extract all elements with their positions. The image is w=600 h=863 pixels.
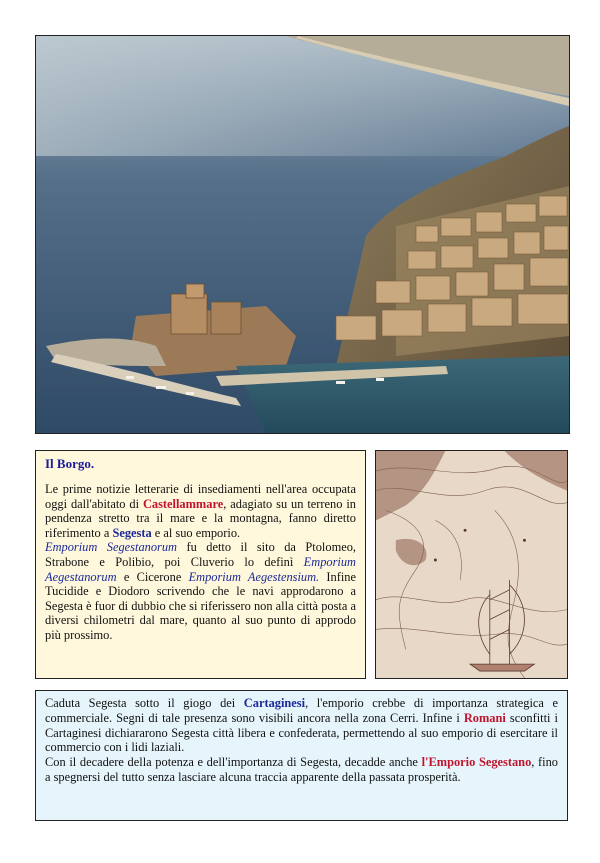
emporium-aegestensium: Emporium Aegestensium. bbox=[188, 569, 320, 584]
history-text-segment: sconfitti i Cartaginesi dichiararono Segesta città libera e confederata, permettendo al suo emporio di esercitare il commercio con i lidi laziali. bbox=[45, 710, 558, 755]
antique-map-engraving bbox=[375, 450, 568, 679]
history-text-box bbox=[35, 690, 568, 821]
borgo-text-segment: Le prime notizie letterarie di insediamenti nell'area occupata oggi dall'abitato di bbox=[45, 482, 356, 511]
history-text-segment: Con il decadere della potenza e dell'importanza di Segesta, decadde anche bbox=[45, 755, 422, 770]
borgo-text-segment: Infine Tucidide e Diodoro scrivendo che le navi approdarono a Segesta è fuor di dubbio che si riferissero non alla città posta a diversi chilometri dal mare, quanto al suo punto di approdo più prossimo. bbox=[45, 569, 356, 642]
castellammare-highlight: Castellammare bbox=[142, 496, 224, 511]
romani-highlight: Romani bbox=[463, 710, 506, 725]
segesta-highlight: Segesta bbox=[112, 525, 152, 540]
emporium-segestanorum: Emporium Segestanorum bbox=[45, 540, 177, 555]
borgo-title: Il Borgo. bbox=[45, 456, 95, 471]
history-text-segment: , fino a spegnersi del tutto senza lasciare alcuna traccia apparente della passata prosperità. bbox=[45, 755, 559, 784]
history-paragraph bbox=[45, 696, 558, 785]
borgo-text-segment: , adagiato su un terreno in pendenza stretto tra il mare e la montagna, fanno diretto riferimento a bbox=[45, 496, 356, 540]
borgo-text-segment: e al suo emporio. bbox=[151, 525, 241, 540]
cartaginesi-highlight: Cartaginesi bbox=[243, 696, 306, 710]
emporium-aegestanorum: Emporium Aegestanorum bbox=[45, 554, 356, 584]
borgo-paragraph bbox=[45, 482, 356, 643]
aerial-harbor-photo bbox=[35, 35, 570, 434]
borgo-text-segment: e Cicerone bbox=[116, 569, 189, 584]
history-text-segment: , l'emporio crebbe di importanza strategica e commerciale. Segni di tale presenza sono visibili ancora nella zona Cerri. Infine i bbox=[45, 696, 558, 725]
history-text-segment: Caduta Segesta sotto il giogo dei bbox=[45, 696, 244, 710]
borgo-text-box bbox=[35, 450, 366, 679]
emporio-segestano-highlight: l'Emporio Segestano bbox=[421, 755, 532, 770]
borgo-text-segment: fu detto il sito da Ptolomeo, Strabone e Polibio, poi Cluverio lo definì bbox=[45, 540, 356, 569]
